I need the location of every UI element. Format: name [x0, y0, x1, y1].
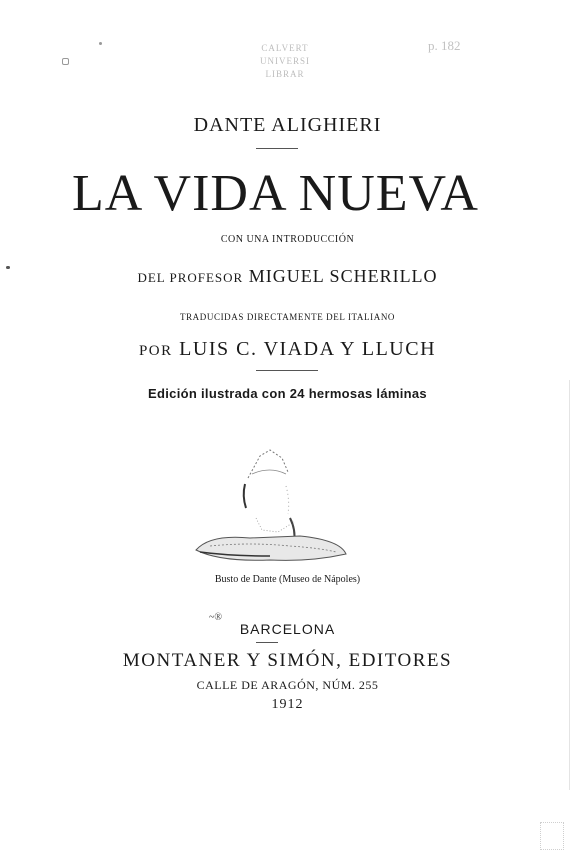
bust-caption: Busto de Dante (Museo de Nápoles) — [214, 574, 361, 585]
professor-line — [0, 266, 575, 287]
page-edge — [569, 380, 570, 790]
intro-line: CON UNA INTRODUCCIÓN — [220, 234, 355, 245]
author-name: DANTE ALIGHIERI — [193, 114, 382, 136]
translator-line — [0, 338, 575, 361]
divider-rule — [256, 370, 318, 371]
library-stamp — [230, 42, 340, 81]
divider-rule — [256, 642, 278, 643]
translator-name: LUIS C. VIADA Y LLUCH — [179, 338, 437, 360]
translated-line: TRADUCIDAS DIRECTAMENTE DEL ITALIANO — [179, 312, 396, 322]
publisher-ornament-icon: ~® — [209, 612, 223, 623]
stamp-line-1: CALVERT — [261, 43, 309, 53]
edition-note: Edición ilustrada con 24 hermosas láminas — [148, 386, 427, 401]
catalog-mark: p. 182 — [428, 38, 461, 53]
divider-rule — [256, 148, 298, 149]
publisher-name: MONTANER Y SIMÓN, EDITORES — [122, 650, 453, 671]
stamp-line-2: UNIVERSI — [260, 56, 310, 66]
translator-prefix: POR — [138, 343, 173, 359]
publication-year: 1912 — [271, 697, 304, 712]
professor-name: MIGUEL SCHERILLO — [248, 266, 438, 286]
stamp-line-3: LIBRAR — [265, 69, 305, 79]
book-title: LA VIDA NUEVA — [72, 165, 479, 222]
margin-speck — [62, 58, 69, 65]
publisher-address: CALLE DE ARAGÓN, NÚM. 255 — [196, 678, 379, 692]
margin-speck — [99, 42, 102, 45]
dante-bust-illustration — [190, 438, 350, 568]
city-name: BARCELONA — [239, 621, 336, 637]
professor-prefix: DEL PROFESOR — [137, 270, 244, 285]
edge-mark — [540, 822, 564, 850]
